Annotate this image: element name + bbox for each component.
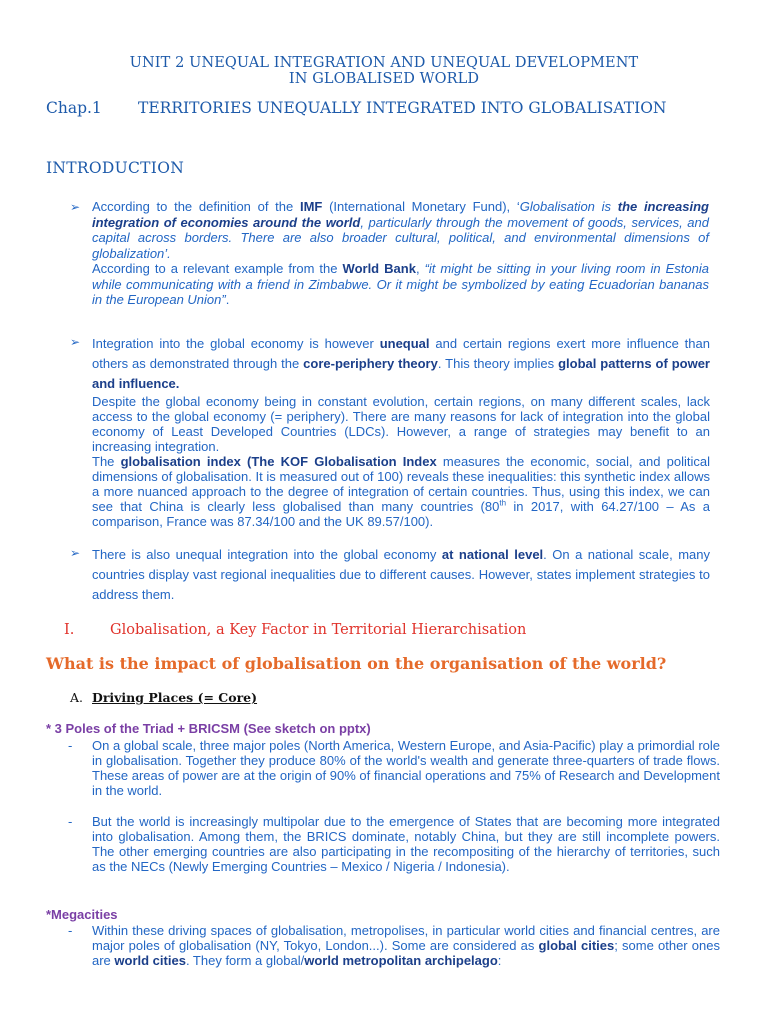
unit-title-line-2: IN GLOBALISED WORLD [288,71,480,87]
dash-marker: - [68,814,73,829]
section-number: I. [64,622,75,638]
world-cities-term: world cities [114,953,186,968]
chapter-heading [46,99,666,117]
dash-marker: - [68,923,73,938]
unequal-term: unequal [379,336,430,351]
intro-bullet-unequal: Integration into the global economy is however unequal and certain regions exert more influence than others as demonstrated through the core-periphery theory. This theory implies global patterns of power and influence. Despite the global economy being in constant evolution, certain regions, on many different scales, lack access to the global economy (= periphery). There are many reasons for lack of integration into the global economy of Least Developed Countries (LDCs). However, a range of strategies may benefit to an increasing integration. The globalisation index (The KOF Globalisation Index measures the economic, social, and political dimensions of globalisation. It is measured out of 100) reveals these inequalities: this synthetic index allows a more nuanced approach to the degree of integration of certain countries. Thus, using this index, we can see that China is clearly less globalised than many countries (80th in 2017, with 64.27/100 – As a comparison, France was 87.34/100 and the UK 89.57/100). [92,336,711,529]
multipolar-paragraph: But the world is increasingly multipolar due to the emergence of States that are becoming more integrated into globalisation. Among them, the BRICS dominate, notably China, but they are still incomplete powers. The other emerging countries are also participating in the recompositing of the hierarchy of territories, such as the NECs (Newly Emerging Countries – Mexico / Nigeria / Indonesia). [92,814,720,874]
section-title: Globalisation, a Key Factor in Territorial Hierarchisation [110,622,527,638]
intro-bullet-national: There is also unequal integration into the global economy at national level. On a national scale, many countries display vast regional inequalities due to different causes. However, states implement strategies to address them. [92,547,710,602]
world-bank-term: World Bank [342,261,416,276]
bullet-arrow-icon: ➢ [70,200,81,214]
global-cities-term: global cities [538,938,615,953]
bullet-arrow-icon: ➢ [70,335,81,349]
national-level-term: at national level [441,547,544,562]
world-bank-quote: “it might be sitting in your living room in Estonia while communicating with a friend in Zimbabwe. Or it might be symbolized by eating Ecuadorian bananas in the European Union” [92,261,709,307]
section-question: What is the impact of globalisation on the organisation of the world? [46,654,667,673]
section-heading [64,622,526,638]
globalisation-definition: the increasing integration of economies around the world [92,199,709,230]
megacities-heading: *Megacities [46,907,118,922]
intro-bullet-imf: According to the definition of the IMF (International Monetary Fund), ‘Globalisation is the increasing integration of economies around the world, particularly through the movement of goods, services, and capital across borders. There are also broader cultural, political, and environmental dimensions of globalization’. According to a relevant example from the World Bank, “it might be sitting in your living room in Estonia while communicating with a friend in Zimbabwe. Or it might be symbolized by eating Ecuadorian bananas in the European Union”. [92,199,709,307]
subsection-title: Driving Places (= Core) [92,690,258,705]
triad-paragraph: On a global scale, three major poles (North America, Western Europe, and Asia-Pacific) play a primordial role in globalisation. Together they produce 80% of the world's wealth and generate three-quarters of trade flows. These areas of power are at the origin of 90% of financial operations and 75% of Research and Development in the world. [92,738,720,798]
intro-periphery-paragraph: Despite the global economy being in constant evolution, certain regions, on many different scales, lack access to the global economy (= periphery). There are many reasons for lack of integration into the global economy of Least Developed Countries (LDCs). However, a range of strategies may benefit to an increasing integration. [92,394,710,454]
triad-heading: * 3 Poles of the Triad + BRICSM (See sketch on pptx) [46,721,371,736]
imf-term: IMF [299,199,323,214]
global-patterns-term: global patterns of power and influence. [92,356,710,391]
introduction-heading: INTRODUCTION [46,159,185,177]
kof-index-term: globalisation index (The KOF Globalisation Index [120,454,437,469]
dash-marker: - [68,738,73,753]
subsection-heading [70,690,257,705]
subsection-label: A. [70,690,84,705]
unit-title-line-1: UNIT 2 UNEQUAL INTEGRATION AND UNEQUAL DEVELOPMENT [129,55,639,71]
unit-title [0,55,768,87]
world-metropolitan-archipelago-term: world metropolitan archipelago [304,953,498,968]
chapter-title: TERRITORIES UNEQUALLY INTEGRATED INTO GLOBALISATION [138,99,667,117]
bullet-arrow-icon: ➢ [70,546,81,560]
megacities-paragraph: Within these driving spaces of globalisation, metropolises, in particular world cities and financial centres, are major poles of globalisation (NY, Tokyo, London...). Some are considered as global cities; some other ones are world cities. They form a global/world metropolitan archipelago: [92,923,721,968]
core-periphery-term: core-periphery theory [303,356,438,371]
chapter-label: Chap.1 [46,99,102,117]
